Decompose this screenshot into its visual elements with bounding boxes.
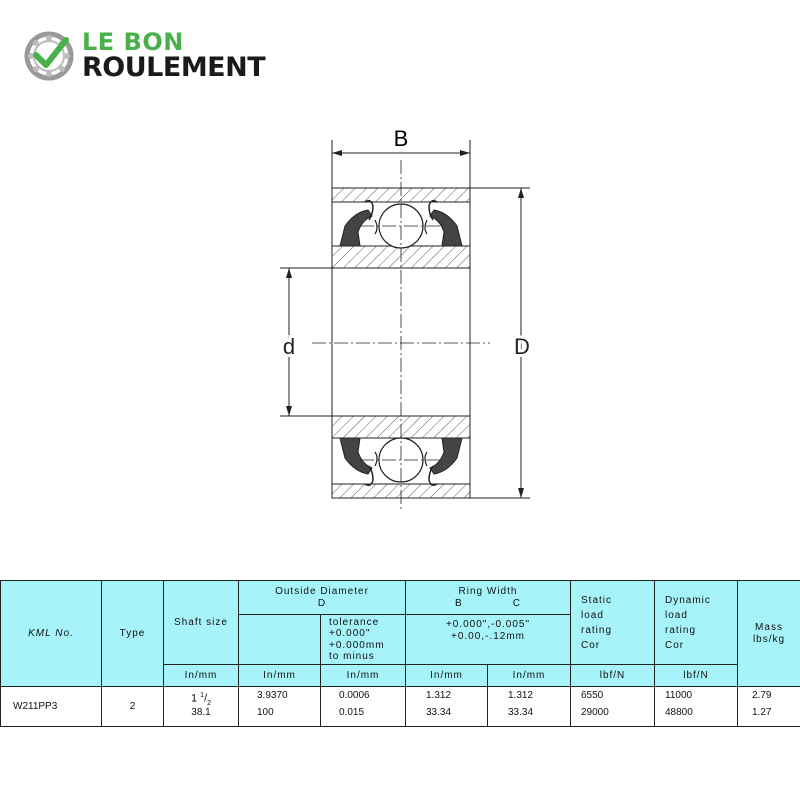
cell-kml: W211PP3 — [1, 687, 102, 727]
od-in: 3.9370 — [257, 690, 288, 701]
rw-title: Ring Width — [458, 586, 518, 597]
mass-kg: 1.27 — [752, 707, 772, 718]
bore-dimension — [280, 268, 332, 416]
header-shaft: Shaft size — [164, 581, 239, 665]
dynamic-n: 48800 — [665, 707, 693, 718]
od-title: Outside Diameter — [275, 586, 369, 597]
unit-dynamic: lbf/N — [655, 665, 738, 687]
width-label: B — [393, 126, 409, 151]
cell-shaft — [164, 687, 239, 727]
cell-static — [571, 687, 655, 727]
shaft-inch-fraction: 1 $^1/_2$ — [190, 692, 212, 707]
cell-rw-b — [406, 687, 488, 727]
cell-dynamic — [655, 687, 738, 727]
c-mm: 33.34 — [508, 707, 534, 718]
mass-lbs: 2.79 — [752, 690, 772, 701]
spec-table — [0, 580, 800, 727]
od-tol-mm: 0.015 — [339, 707, 365, 718]
dynamic-lbf: 11000 — [665, 690, 693, 701]
header-static: Static load rating Cor — [571, 581, 655, 665]
cell-rw-c — [488, 687, 571, 727]
header-mass: Mass lbs/kg — [738, 581, 800, 687]
cell-mass — [738, 687, 800, 727]
centre-lines — [312, 160, 490, 510]
unit-static: lbf/N — [571, 665, 655, 687]
brand-line-1: LE BON — [82, 28, 184, 56]
od-mm: 100 — [257, 707, 274, 718]
cell-type: 2 — [102, 687, 164, 727]
unit-od: In/mm — [239, 665, 321, 687]
outer-diameter-label: D — [514, 334, 530, 359]
b-mm: 33.34 — [426, 707, 452, 718]
header-outside-diameter — [239, 581, 406, 615]
header-ring-width — [406, 581, 571, 615]
static-n: 29000 — [581, 707, 609, 718]
unit-od-tol: In/mm — [321, 665, 406, 687]
od-symbol: D — [317, 597, 327, 609]
shaft-mm: 38.1 — [191, 707, 211, 718]
rw-b: B — [455, 597, 463, 609]
header-dynamic: Dynamic load rating Cor — [655, 581, 738, 665]
od-tol-in: 0.0006 — [339, 690, 370, 701]
b-in: 1.312 — [426, 690, 452, 701]
header-od-blank — [239, 615, 321, 665]
header-kml: KML No. — [1, 581, 102, 687]
static-lbf: 6550 — [581, 690, 604, 701]
table-row — [1, 687, 800, 727]
header-od-tolerance: tolerance +0.000" +0.000mm to minus — [321, 615, 406, 665]
unit-rw-c: In/mm — [488, 665, 571, 687]
bore-label: d — [282, 334, 296, 359]
unit-shaft: In/mm — [164, 665, 239, 687]
cell-od — [239, 687, 321, 727]
rw-c: C — [512, 597, 521, 609]
header-type: Type — [102, 581, 164, 687]
header-rw-tolerance: +0.000",-0.005" +0.00,-.12mm — [406, 615, 571, 665]
unit-rw-b: In/mm — [406, 665, 488, 687]
c-in: 1.312 — [508, 690, 534, 701]
cell-od-tol — [321, 687, 406, 727]
brand-line-2: ROULEMENT — [82, 52, 266, 83]
